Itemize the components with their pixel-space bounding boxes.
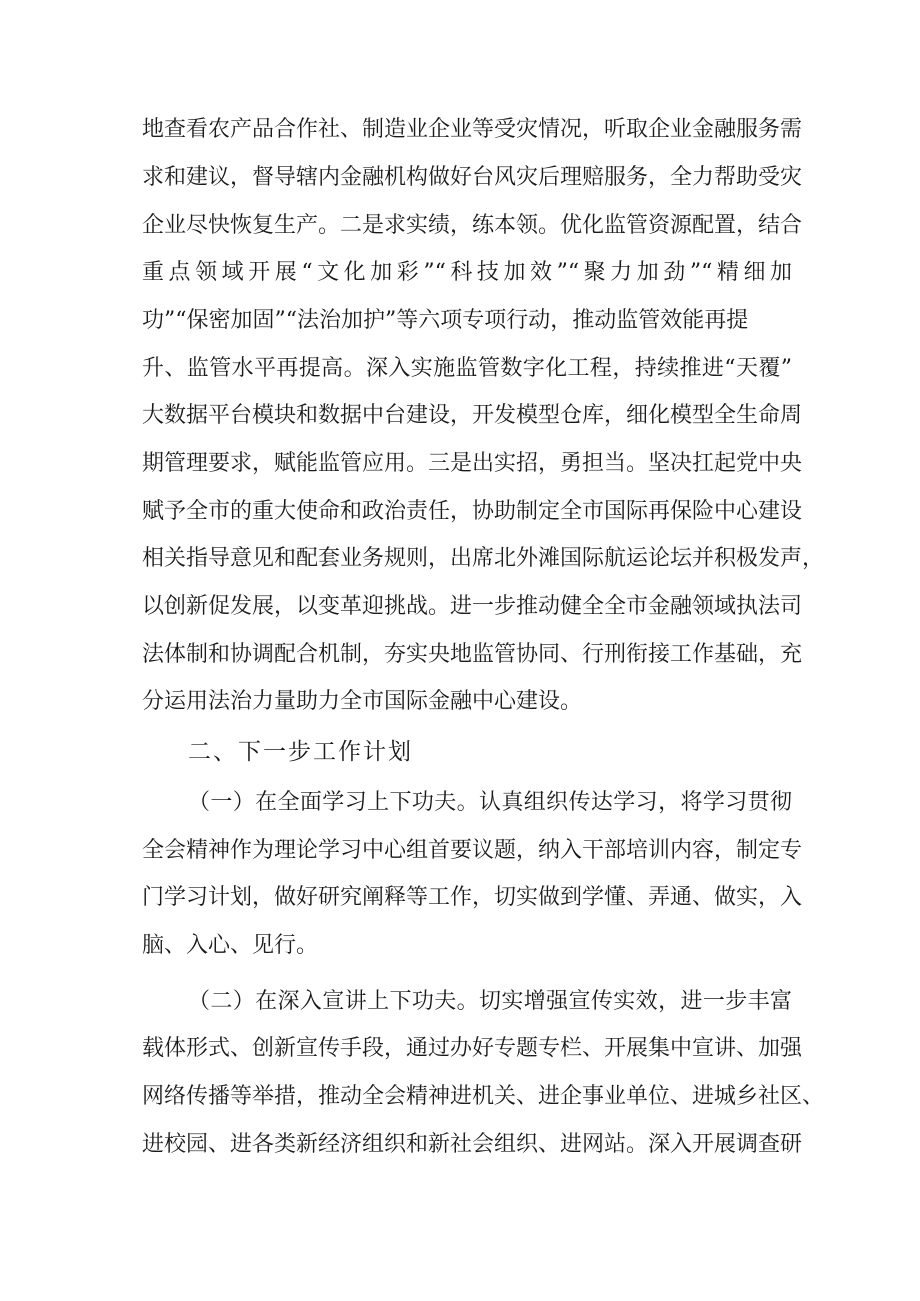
paragraph-line: 进校园、进各类新经济组织和新社会组织、进网站。深入开展调查研 xyxy=(142,1132,803,1157)
section-heading: 二、下一步工作计划 xyxy=(188,739,413,765)
paragraph-line: 地查看农产品合作社、制造业企业等受灾情况，听取企业金融服务需 xyxy=(142,117,803,142)
paragraph-line: 赋予全市的重大使命和政治责任，协助制定全市国际再保险中心建设 xyxy=(142,499,803,524)
paragraph-line: 期管理要求，赋能监管应用。三是出实招，勇担当。坚决扛起党中央 xyxy=(142,451,803,476)
paragraph-line: 法体制和协调配合机制，夯实央地监管协同、行刑衔接工作基础，充 xyxy=(142,642,803,667)
paragraph-line: 重点领域开展“文化加彩”“科技加效”“聚力加劲”“精细加 xyxy=(142,260,792,285)
paragraph-line: （二）在深入宣讲上下功夫。切实增强宣传实效，进一步丰富 xyxy=(188,989,792,1014)
paragraph-line: 载体形式、创新宣传手段，通过办好专题专栏、开展集中宣讲、加强 xyxy=(142,1036,803,1061)
paragraph-line: 大数据平台模块和数据中台建设，开发模型仓库，细化模型全生命周 xyxy=(142,403,803,428)
paragraph-line: 网络传播等举措，推动全会精神进机关、进企事业单位、进城乡社区、 xyxy=(142,1084,825,1109)
paragraph-line: 求和建议，督导辖内金融机构做好台风灾后理赔服务，全力帮助受灾 xyxy=(142,165,803,190)
paragraph-line: 企业尽快恢复生产。二是求实绩，练本领。优化监管资源配置，结合 xyxy=(142,213,803,238)
paragraph-line: 功”“保密加固”“法治加护”等六项专项行动，推动监管效能再提 xyxy=(142,308,749,333)
paragraph-line: 脑、入心、见行。 xyxy=(142,933,319,958)
paragraph-line: 全会精神作为理论学习中心组首要议题，纳入干部培训内容，制定专 xyxy=(142,838,803,863)
paragraph-line: 以创新促发展，以变革迎挑战。进一步推动健全全市金融领域执法司 xyxy=(142,594,803,619)
paragraph-line: 门学习计划，做好研究阐释等工作，切实做到学懂、弄通、做实，入 xyxy=(142,885,803,910)
paragraph-line: 分运用法治力量助力全市国际金融中心建设。 xyxy=(142,689,583,714)
paragraph-line: （一）在全面学习上下功夫。认真组织传达学习，将学习贯彻 xyxy=(188,790,792,815)
paragraph-line: 升、监管水平再提高。深入实施监管数字化工程，持续推进“天覆” xyxy=(142,356,792,381)
paragraph-line: 相关指导意见和配套业务规则，出席北外滩国际航运论坛并积极发声， xyxy=(142,546,825,571)
